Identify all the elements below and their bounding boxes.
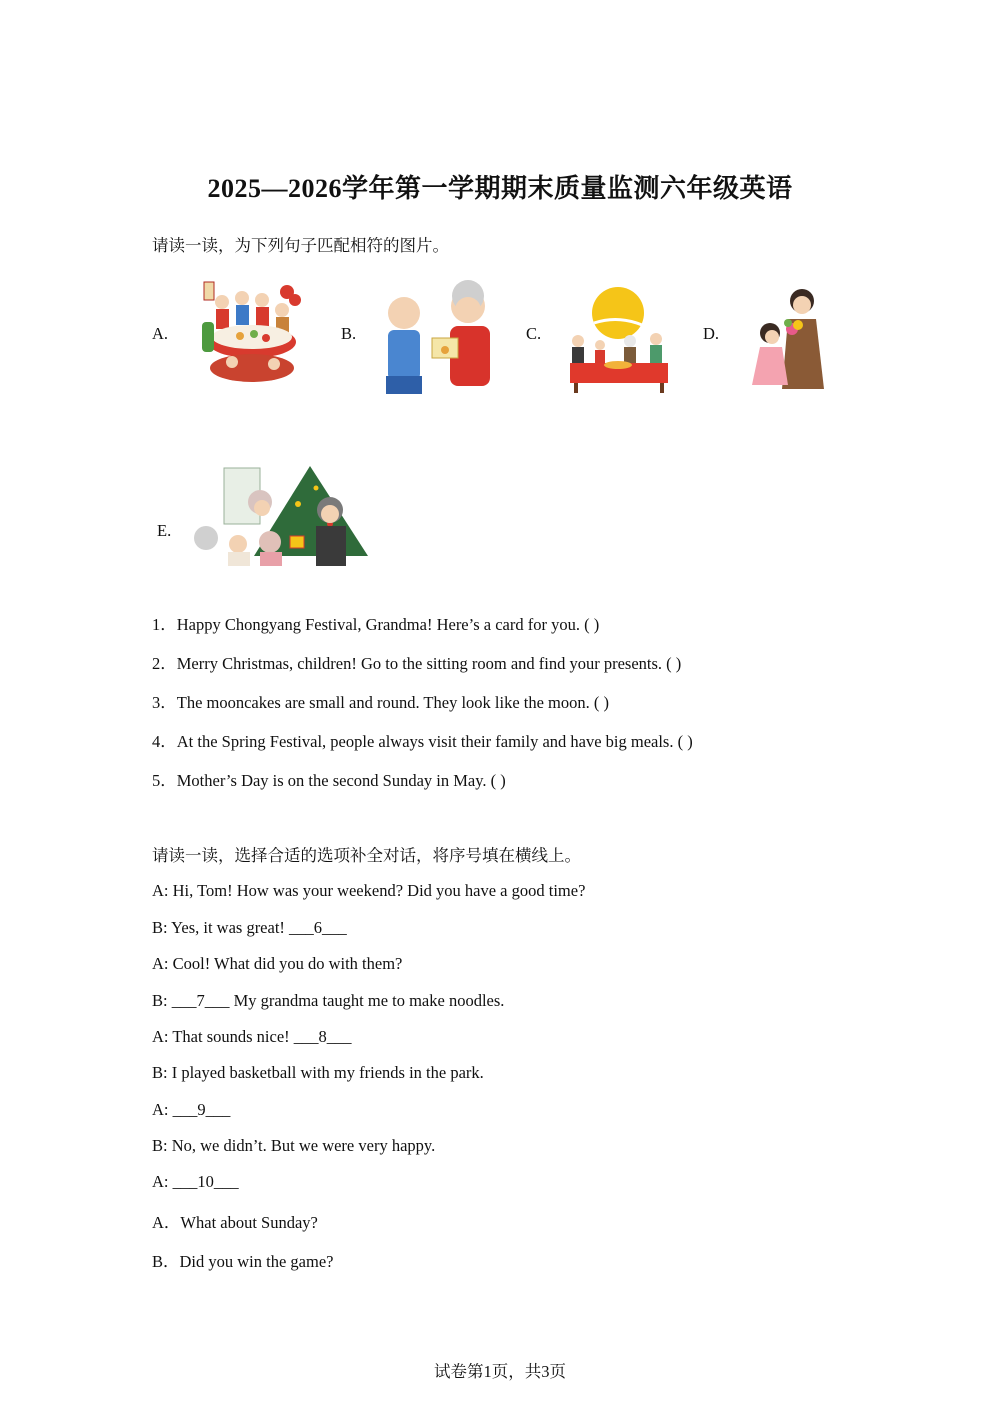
picture-label-d: D. xyxy=(703,324,720,343)
dialogue-line: B: Yes, it was great! ___6___ xyxy=(152,918,347,937)
picture-c-mid-autumn xyxy=(564,285,674,393)
dialogue-line: A: ___10___ xyxy=(152,1172,239,1191)
dialogue-line: A: Cool! What did you do with them? xyxy=(152,954,403,973)
sentence-2: 2．Merry Christmas, children! Go to the sitting room and find your presents. ( ) xyxy=(152,654,682,673)
dialogue-line: B: ___7___ My grandma taught me to make noodles. xyxy=(152,991,505,1010)
option-a: A．What about Sunday? xyxy=(152,1213,318,1232)
picture-label-a: A. xyxy=(152,324,169,343)
sentence-1: 1．Happy Chongyang Festival, Grandma! Here’s a card for you. ( ) xyxy=(152,615,600,634)
picture-label-c: C. xyxy=(526,324,542,343)
sentence-4: 4．At the Spring Festival, people always visit their family and have big meals. ( ) xyxy=(152,732,693,751)
picture-b-card-for-grandma xyxy=(376,268,498,394)
picture-label-e: E. xyxy=(157,521,172,540)
dialogue-line: A: ___9___ xyxy=(152,1100,231,1119)
dialogue-line: B: I played basketball with my friends in the park. xyxy=(152,1063,484,1082)
section2-instruction: 请读一读，选择合适的选项补全对话，将序号填在横线上。 xyxy=(152,846,581,865)
section1-instruction: 请读一读，为下列句子匹配相符的图片。 xyxy=(152,236,449,255)
dialogue-line: A: That sounds nice! ___8___ xyxy=(152,1027,352,1046)
picture-a-family-dinner xyxy=(192,270,314,392)
picture-d-mothers-day xyxy=(744,285,826,391)
dialogue-line: B: No, we didn’t. But we were very happy. xyxy=(152,1136,436,1155)
picture-label-b: B. xyxy=(341,324,357,343)
dialogue-line: A: Hi, Tom! How was your weekend? Did you have a good time? xyxy=(152,881,586,900)
page-title: 2025—2026学年第一学期期末质量监测六年级英语 xyxy=(207,174,793,203)
option-b: B．Did you win the game? xyxy=(152,1252,334,1271)
sentence-3: 3．The mooncakes are small and round. They look like the moon. ( ) xyxy=(152,693,609,712)
sentence-5: 5．Mother’s Day is on the second Sunday in May. ( ) xyxy=(152,771,506,790)
picture-e-christmas xyxy=(190,464,370,566)
page-footer: 试卷第1页，共3页 xyxy=(434,1362,566,1381)
